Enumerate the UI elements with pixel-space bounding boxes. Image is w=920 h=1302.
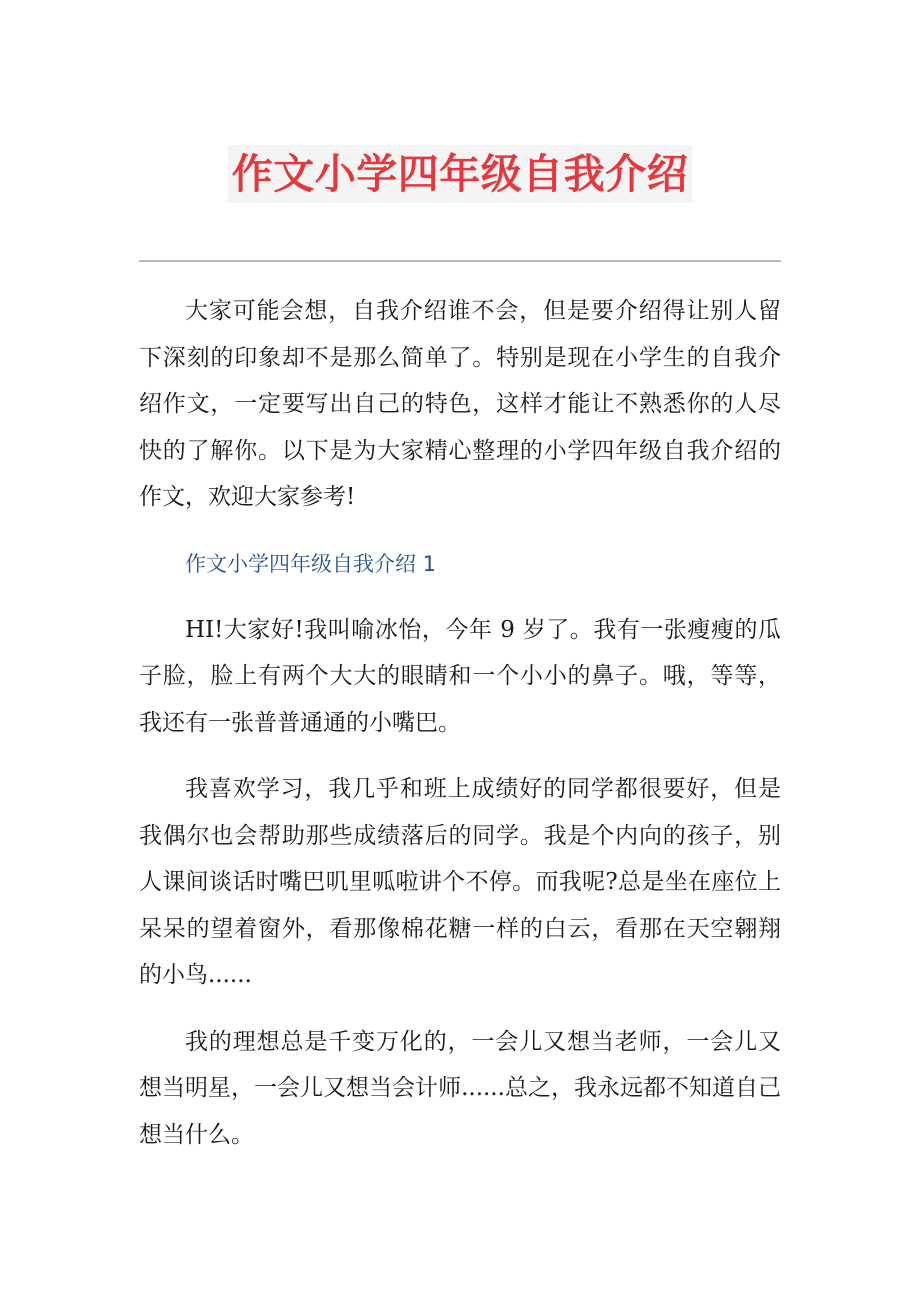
intro-paragraph: 大家可能会想，自我介绍谁不会，但是要介绍得让别人留下深刻的印象却不是那么简单了。特别是现在小学生的自我介绍作文，一定要写出自己的特色，这样才能让不熟悉你的人尽快的了解你。以下是为大家精心整理的小学四年级自我介绍的作文，欢迎大家参考!	[139, 298, 781, 510]
page-title: 作文小学四年级自我介绍	[228, 145, 693, 203]
title-area	[0, 118, 920, 231]
body-paragraph-2: 我喜欢学习，我几乎和班上成绩好的同学都很要好，但是我偶尔也会帮助那些成绩落后的同学。我是个内向的孩子，别人课间谈话时嘴巴叽里呱啦讲个不停。而我呢?总是坐在座位上呆呆的望着窗外，看那像棉花糖一样的白云，看那在天空翱翔的小鸟......	[139, 776, 781, 988]
body-paragraph-1: HI!大家好!我叫喻冰怡，今年 9 岁了。我有一张瘦瘦的瓜子脸，脸上有两个大大的眼睛和一个小小的鼻子。哦，等等，我还有一张普普通通的小嘴巴。	[139, 616, 781, 736]
article-body	[139, 288, 781, 1158]
divider	[139, 260, 781, 262]
section-heading: 作文小学四年级自我介绍 1	[185, 551, 437, 576]
body-paragraph-3: 我的理想总是千变万化的，一会儿又想当老师，一会儿又想当明星，一会儿又想当会计师......总之，我永远都不知道自己想当什么。	[139, 1028, 781, 1148]
